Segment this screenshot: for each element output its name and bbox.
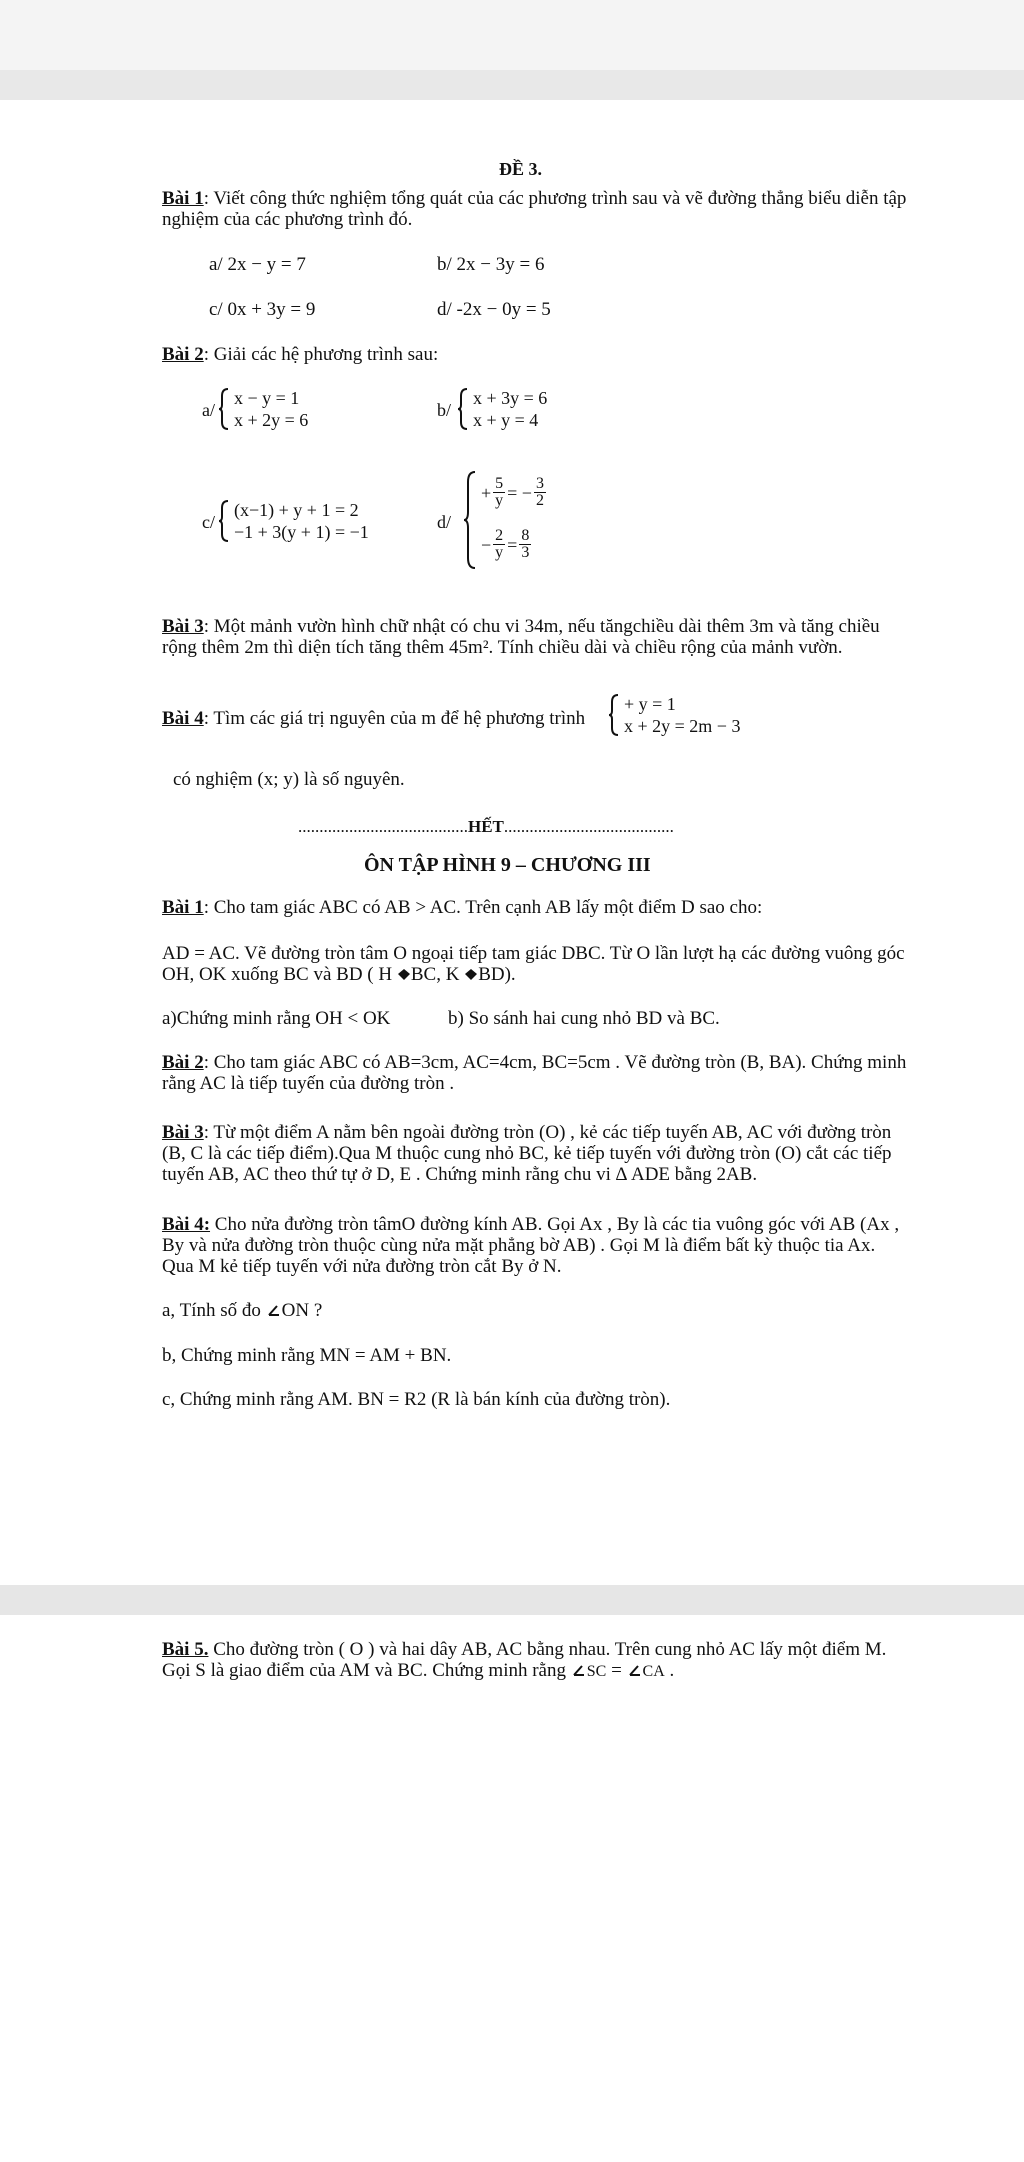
top-divider (0, 70, 1024, 100)
ontap-bai4-text2: By và nửa đường tròn thuộc cùng nửa mặt phẳng bờ AB) . Gọi M là điểm bất kỳ thuộc tia Ax. (162, 1235, 876, 1256)
ontap-bai2-label: Bài 2 (162, 1052, 204, 1073)
bai3-text: : Một mảnh vườn hình chữ nhật có chu vi 34m, nếu tăngchiều dài thêm 3m và tăng chiều (203, 616, 880, 637)
ontap-bai1-body (162, 943, 1022, 985)
frac-num: 2 (495, 527, 504, 544)
bai4-eq1: + y = 1 (624, 694, 676, 714)
d2-minus: − (481, 534, 492, 555)
system-a-label: a/ (202, 400, 215, 420)
brace-icon (608, 694, 620, 736)
ontap-bai5-text2: Gọi S là giao điểm của AM và BC. Chứng minh rằng (162, 1660, 566, 1681)
frac-den: y (495, 492, 504, 509)
ontap-bai3 (162, 1122, 1022, 1185)
ontap-bai1-text3a: OH, OK xuống BC và BD ( H (162, 964, 393, 985)
angle-icon (266, 1303, 282, 1317)
bai1-eq-c: c/ 0x + 3y = 9 (209, 299, 316, 320)
d1-plus: + (481, 482, 492, 503)
de3-bai3 (162, 616, 1022, 658)
top-gray-band (0, 0, 1024, 70)
ontap-bai4-label: Bài 4: (162, 1214, 211, 1235)
ontap-bai4-text3: Qua M kẻ tiếp tuyến với nửa đường tròn cắt By ở N. (162, 1256, 562, 1277)
document-page-2 (0, 1615, 1024, 2162)
ontap-bai5-label: Bài 5. (162, 1639, 209, 1660)
frac-num: 3 (535, 475, 544, 492)
system-b-eq2: x + y = 4 (473, 410, 539, 430)
ontap-bai2-text: : Cho tam giác ABC có AB=3cm, AC=4cm, BC=5cm . Vẽ đường tròn (B, BA). Chứng minh (203, 1052, 907, 1073)
frac-den: 3 (521, 544, 530, 561)
ontap-bai2-text2: rằng AC là tiếp tuyến của đường tròn . (162, 1073, 455, 1094)
bai3-text2: rộng thêm 2m thì diện tích tăng thêm 45m². Tính chiều dài và chiều rộng của mảnh vườn. (162, 637, 843, 658)
bai4-eq2: x + 2y = 2m − 3 (624, 716, 741, 736)
ontap-bai1-text3c: BD). (478, 964, 516, 985)
d2-eq: = (507, 534, 518, 555)
bai4-text2: có nghiệm (x; y) là số nguyên. (173, 769, 405, 790)
ontap-bai4 (162, 1214, 1022, 1277)
page-separator (0, 1585, 1024, 1615)
de3-bai1 (162, 188, 1022, 230)
angle2-text: CA (642, 1663, 665, 1680)
bai2-text: : Giải các hệ phương trình sau: (203, 344, 439, 365)
system-c-eq1: (x−1) + y + 1 = 2 (234, 500, 359, 520)
ontap-bai4-text: Cho nửa đường tròn tâmO đường kính AB. Gọi Ax , By là các tia vuông góc với AB (Ax , (210, 1214, 900, 1235)
bai4-label: Bài 4 (162, 708, 204, 729)
ontap-bai3-text3: tuyến AB, AC theo thứ tự ở D, E . Chứng minh rằng chu vi ∆ ADE bằng 2AB. (162, 1164, 758, 1185)
ontap-bai4-qa (162, 1300, 322, 1322)
system-d-eq1 (481, 476, 548, 509)
frac-5-y (493, 476, 505, 509)
qa-text: a, Tính số đo (162, 1300, 261, 1321)
brace-icon (463, 470, 477, 570)
frac-num: 5 (495, 475, 504, 492)
section-title: ÔN TẬP HÌNH 9 – CHƯƠNG III (364, 854, 651, 876)
system-b-label: b/ (437, 400, 452, 420)
frac-3-2 (534, 476, 546, 509)
system-d-label: d/ (437, 512, 452, 532)
ontap-bai1-text: : Cho tam giác ABC có AB > AC. Trên cạnh AB lấy một điểm D sao cho: (203, 897, 763, 918)
ontap-bai4-qb: b, Chứng minh rằng MN = AM + BN. (162, 1345, 452, 1366)
ontap-bai4-qc: c, Chứng minh rằng AM. BN = R2 (R là bán kính của đường tròn). (162, 1389, 671, 1410)
document-page-1 (0, 100, 1024, 1585)
ontap-bai5 (162, 1639, 1022, 1682)
angle-icon (627, 1663, 643, 1677)
ontap-bai1-text3b: BC, K (410, 964, 460, 985)
system-b-eq1: x + 3y = 6 (473, 388, 548, 408)
d1-eq: = − (507, 482, 532, 503)
system-c-label: c/ (202, 512, 215, 532)
bai3-label: Bài 3 (162, 616, 204, 637)
ontap-bai3-label: Bài 3 (162, 1122, 204, 1143)
de3-bai4 (162, 708, 585, 730)
ontap-bai1-qa: a)Chứng minh rằng OH < OK (162, 1008, 391, 1029)
frac-2-y (493, 528, 505, 561)
bai4-text: : Tìm các giá trị nguyên của m để hệ phương trình (203, 708, 586, 729)
element-of-icon (397, 967, 411, 981)
frac-den: y (495, 544, 504, 561)
system-d-eq2 (481, 528, 533, 561)
end-word: HẾT (468, 817, 504, 836)
bai1-eq-a: a/ 2x − y = 7 (209, 254, 306, 275)
system-a-eq2: x + 2y = 6 (234, 410, 309, 430)
ontap-bai1-label: Bài 1 (162, 897, 204, 918)
system-a-eq1: x − y = 1 (234, 388, 300, 408)
frac-den: 2 (535, 492, 544, 509)
element-of-icon (464, 967, 478, 981)
ontap-bai5-text: Cho đường tròn ( O ) và hai dây AB, AC bằng nhau. Trên cung nhỏ AC lấy một điểm M. (208, 1639, 887, 1660)
period: . (664, 1660, 675, 1681)
system-c-eq2: −1 + 3(y + 1) = −1 (234, 522, 369, 542)
de3-bai2 (162, 344, 438, 366)
qa-text2: ON ? (281, 1300, 323, 1321)
frac-num: 8 (521, 527, 530, 544)
bai1-label: Bài 1 (162, 188, 204, 209)
bai2-label: Bài 2 (162, 344, 204, 365)
brace-icon (218, 388, 230, 430)
bai1-eq-d: d/ -2x − 0y = 5 (437, 299, 551, 320)
brace-icon (457, 388, 469, 430)
ontap-bai1-qb: b) So sánh hai cung nhỏ BD và BC. (448, 1008, 720, 1029)
bai1-eq-b: b/ 2x − 3y = 6 (437, 254, 545, 275)
ontap-bai1 (162, 897, 762, 919)
frac-8-3 (519, 528, 531, 561)
end-marker (298, 816, 674, 838)
angle-icon (571, 1663, 587, 1677)
ontap-bai3-text2: (B, C là các tiếp điểm).Qua M thuộc cung nhỏ BC, kẻ tiếp tuyến với đường tròn (O) cắt các tiếp (162, 1143, 892, 1164)
exam-title: ĐỀ 3. (499, 159, 543, 179)
ontap-bai1-text2: AD = AC. Vẽ đường tròn tâm O ngoại tiếp tam giác DBC. Từ O lần lượt hạ các đường vuông góc (162, 943, 905, 964)
ontap-bai2 (162, 1052, 1022, 1094)
ontap-bai3-text: : Từ một điểm A nằm bên ngoài đường tròn (O) , kẻ các tiếp tuyến AB, AC với đường tròn (203, 1122, 892, 1143)
end-dots-right: ........................................ (503, 817, 674, 836)
bai1-text: : Viết công thức nghiệm tổng quát của các phương trình sau và vẽ đường thẳng biểu diễn tập (203, 188, 907, 209)
angle-eq: = (606, 1660, 627, 1681)
angle1-text: SC (586, 1663, 607, 1680)
brace-icon (218, 500, 230, 542)
end-dots-left: ........................................ (298, 817, 468, 836)
bai1-text2: nghiệm của các phương trình đó. (162, 209, 413, 230)
